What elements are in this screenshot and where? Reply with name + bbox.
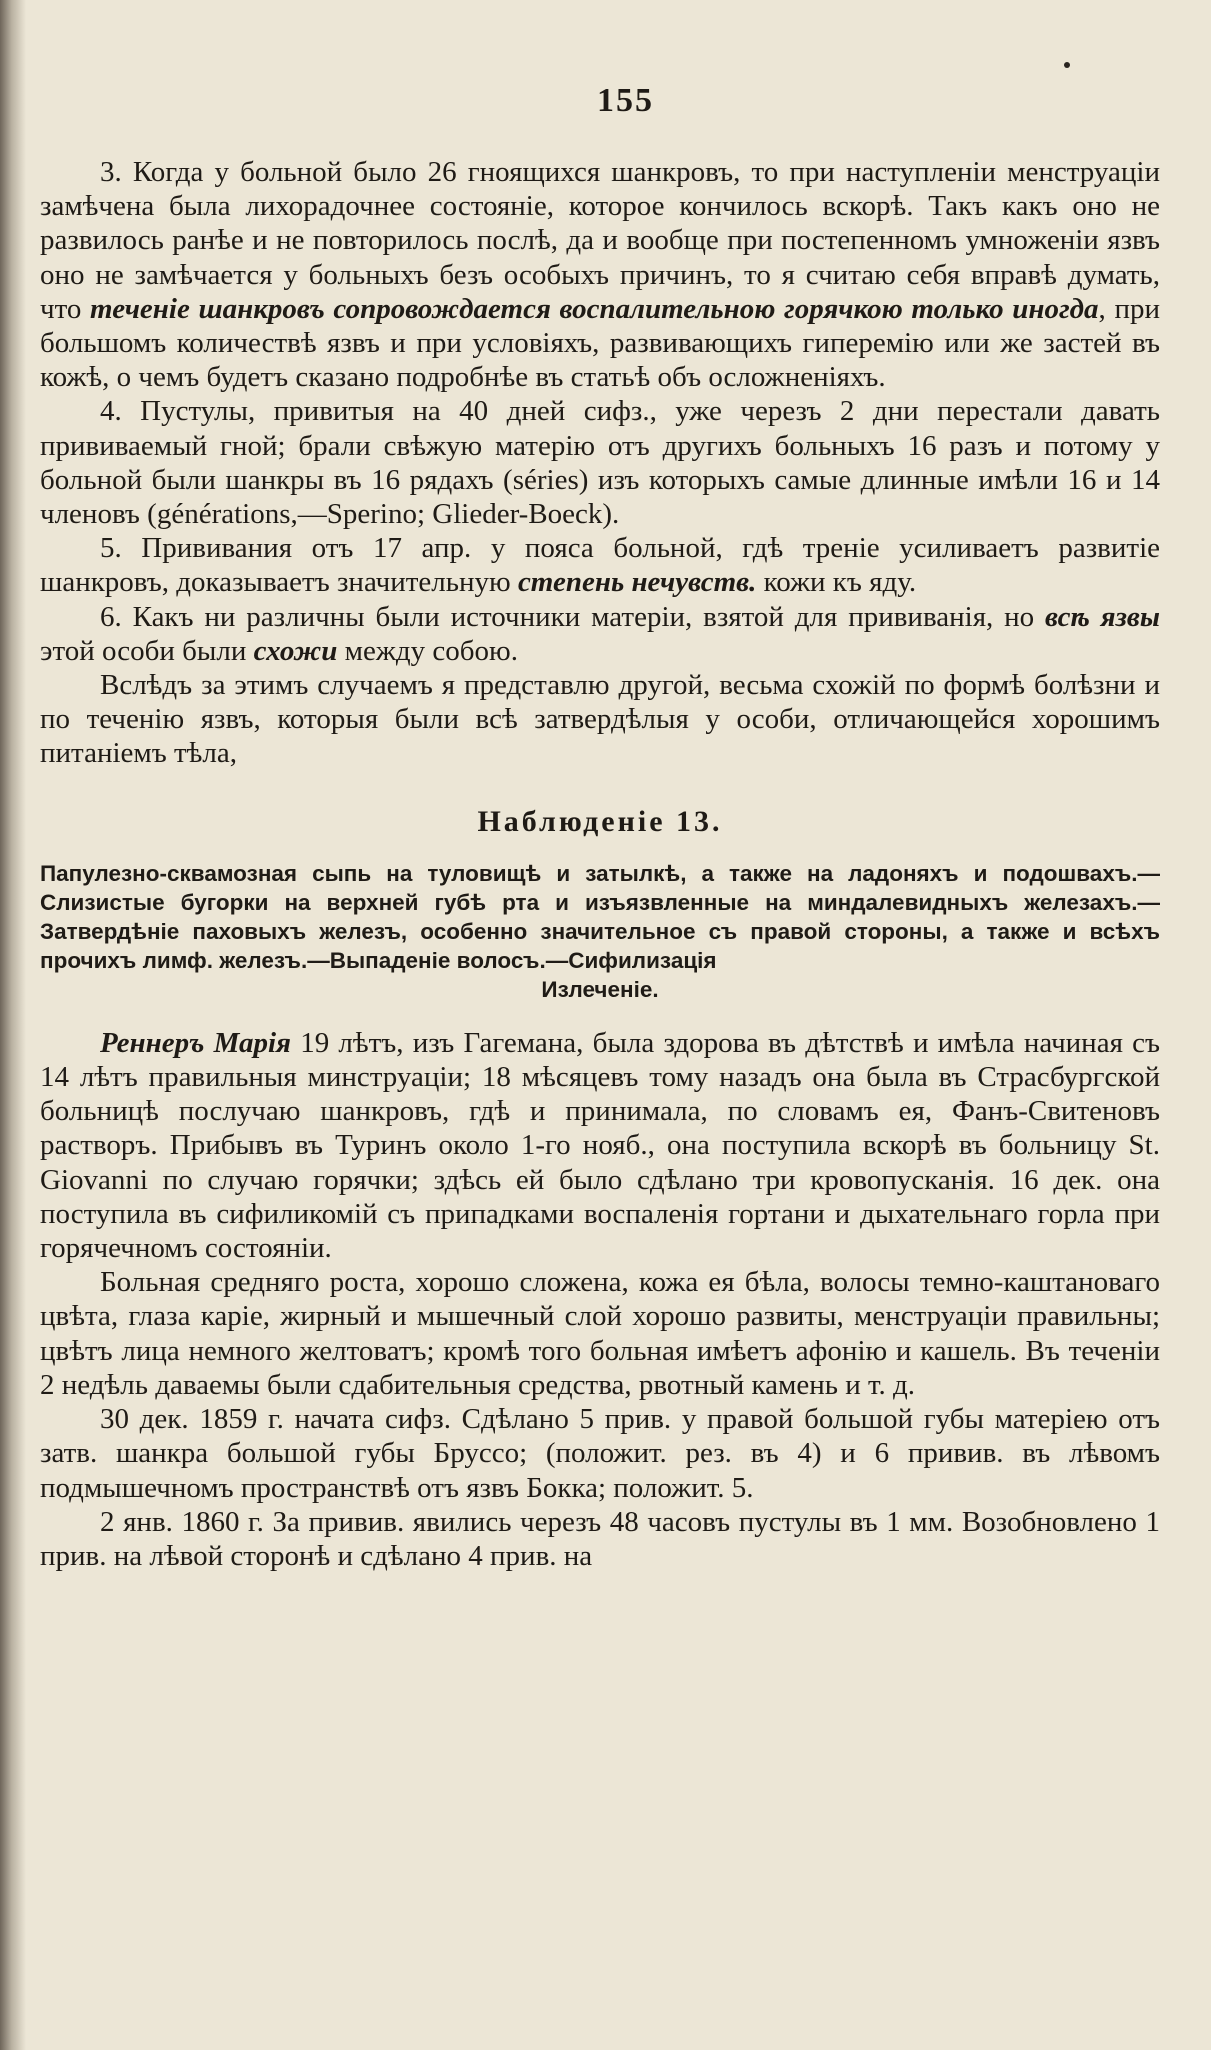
text-run: между собою. <box>337 634 518 667</box>
emphasis: схожи <box>253 634 338 667</box>
emphasis: степень нечувств. <box>517 566 757 599</box>
treatment-jan-2: 2 янв. 1860 г. За привив. явились черезъ 48 часовъ пустулы въ 1 мм. Возобновлено 1 прив. на лѣвой сторонѣ и сдѣлано 4 прив. на <box>40 1505 1160 1572</box>
text-run: , при большомъ количествѣ язвъ и при условiяхъ, развивающихъ гиперемiю или же застей въ кожѣ, о чемъ будетъ сказано подробнѣе въ статьѣ объ осложненiяхъ. <box>40 292 1160 394</box>
document-page <box>40 0 1211 2050</box>
summary-last-line: Излеченiе. <box>541 976 659 1002</box>
summary-text: Папулезно-сквамозная сыпь на туловищѣ и затылкѣ, а также на ладоняхъ и подошвахъ.—Слизистые бугорки на верхней губѣ рта и изъязвленные на миндалевидныхъ железахъ.—Затвердѣнiе паховыхъ железъ, особенно значительное съ правой стороны, а также и всѣхъ прочихъ лимф. железъ.—Выпаденiе волосъ.—Сифилизацiя <box>40 860 1160 973</box>
text-run: 19 лѣтъ, изъ Гагемана, была здорова въ дѣтствѣ и имѣла начиная съ 14 лѣтъ правильныя минструацiи; 18 мѣсяцевъ тому назадъ она была въ Страсбургской больницѣ послучаю шанкровъ, гдѣ и принимала, по словамъ ея, Фанъ-Свитеновъ растворъ. Прибывъ въ Туринъ около 1-го нояб., она поступила вскорѣ въ больницу St. Giovanni по случаю горячки; здѣсь ей было сдѣлано три кровопусканiя. 16 дек. она поступила въ сифиликомiй съ припадками воспаленiя гортани и дыхательнаго горла при горячечномъ состоянiи. <box>40 1026 1160 1265</box>
paragraph-5 <box>40 531 1160 599</box>
paragraph-4: 4. Пустулы, привитыя на 40 дней сифз., уже черезъ 2 дни перестали давать прививаемый гной; брали свѣжую матерiю отъ другихъ больныхъ 16 разъ и потому у больной были шанкры въ 16 рядахъ (séries) изъ которыхъ самые длинные имѣли 16 и 14 членовъ (générations,—Sperino; Glieder-Boeck). <box>40 395 1160 531</box>
patient-name: Реннеръ Марiя <box>100 1026 291 1059</box>
text-run: кожи къ яду. <box>756 566 917 599</box>
patient-history <box>40 1026 1160 1265</box>
paragraph-6 <box>40 600 1160 668</box>
page-gutter-shadow <box>0 0 26 2050</box>
page-body <box>40 155 1160 1573</box>
emphasis: теченiе шанкровъ сопровождается воспалительною горячкою только иногда <box>90 292 1099 325</box>
text-run: этой особи были <box>40 634 254 667</box>
page-number: 155 <box>597 82 654 119</box>
paragraph-transition: Вслѣдъ за этимъ случаемъ я представлю другой, весьма схожiй по формѣ болѣзни и по теченiю язвъ, которыя были всѣ затвердѣлыя у особи, отличающейся хорошимъ питанiемъ тѣла, <box>40 669 1160 770</box>
patient-exam: Больная средняго роста, хорошо сложена, кожа ея бѣла, волосы темно-каштановаго цвѣта, глаза карiе, жирный и мышечный слой хорошо развиты, менструацiи правильны; цвѣтъ лица немного желтоватъ; кромѣ того больная имѣетъ афонiю и кашель. Въ теченiи 2 недѣль даваемы были сдабительныя средства, рвотный камень и т. д. <box>40 1266 1160 1401</box>
emphasis: всѣ язвы <box>1045 600 1161 633</box>
case-summary <box>40 859 1160 1004</box>
treatment-dec-30: 30 дек. 1859 г. начата сифз. Сдѣлано 5 прив. у правой большой губы матерiею отъ затв. шанкра большой губы Бруссо; (положит. рез. въ 4) и 6 привив. въ лѣвомъ подмышечномъ пространствѣ отъ язвъ Бокка; положит. 5. <box>40 1403 1160 1504</box>
text-run: 3. Когда у больной было 26 гноящихся шанкровъ, то при наступленiи менструацiи замѣчена была лихорадочнее состоянiе, которое кончилось вскорѣ. Такъ какъ оно не развилось ранѣе и не повторилось послѣ, да и вообще при постепенномъ умноженiи язвъ оно не замѣчается у больныхъ безъ особыхъ причинъ, то я считаю себя вправѣ думать, что <box>40 156 1160 325</box>
paragraph-3 <box>40 155 1160 394</box>
section-heading: Наблюденіе 13. <box>477 804 723 838</box>
text-run: 6. Какъ ни различны были источники матерiи, взятой для прививанiя, но <box>100 600 1046 633</box>
text-run: 5. Прививания отъ 17 апр. у пояса больной, гдѣ тренiе усиливаетъ развитiе шанкровъ, доказываетъ значительную <box>40 532 1160 599</box>
